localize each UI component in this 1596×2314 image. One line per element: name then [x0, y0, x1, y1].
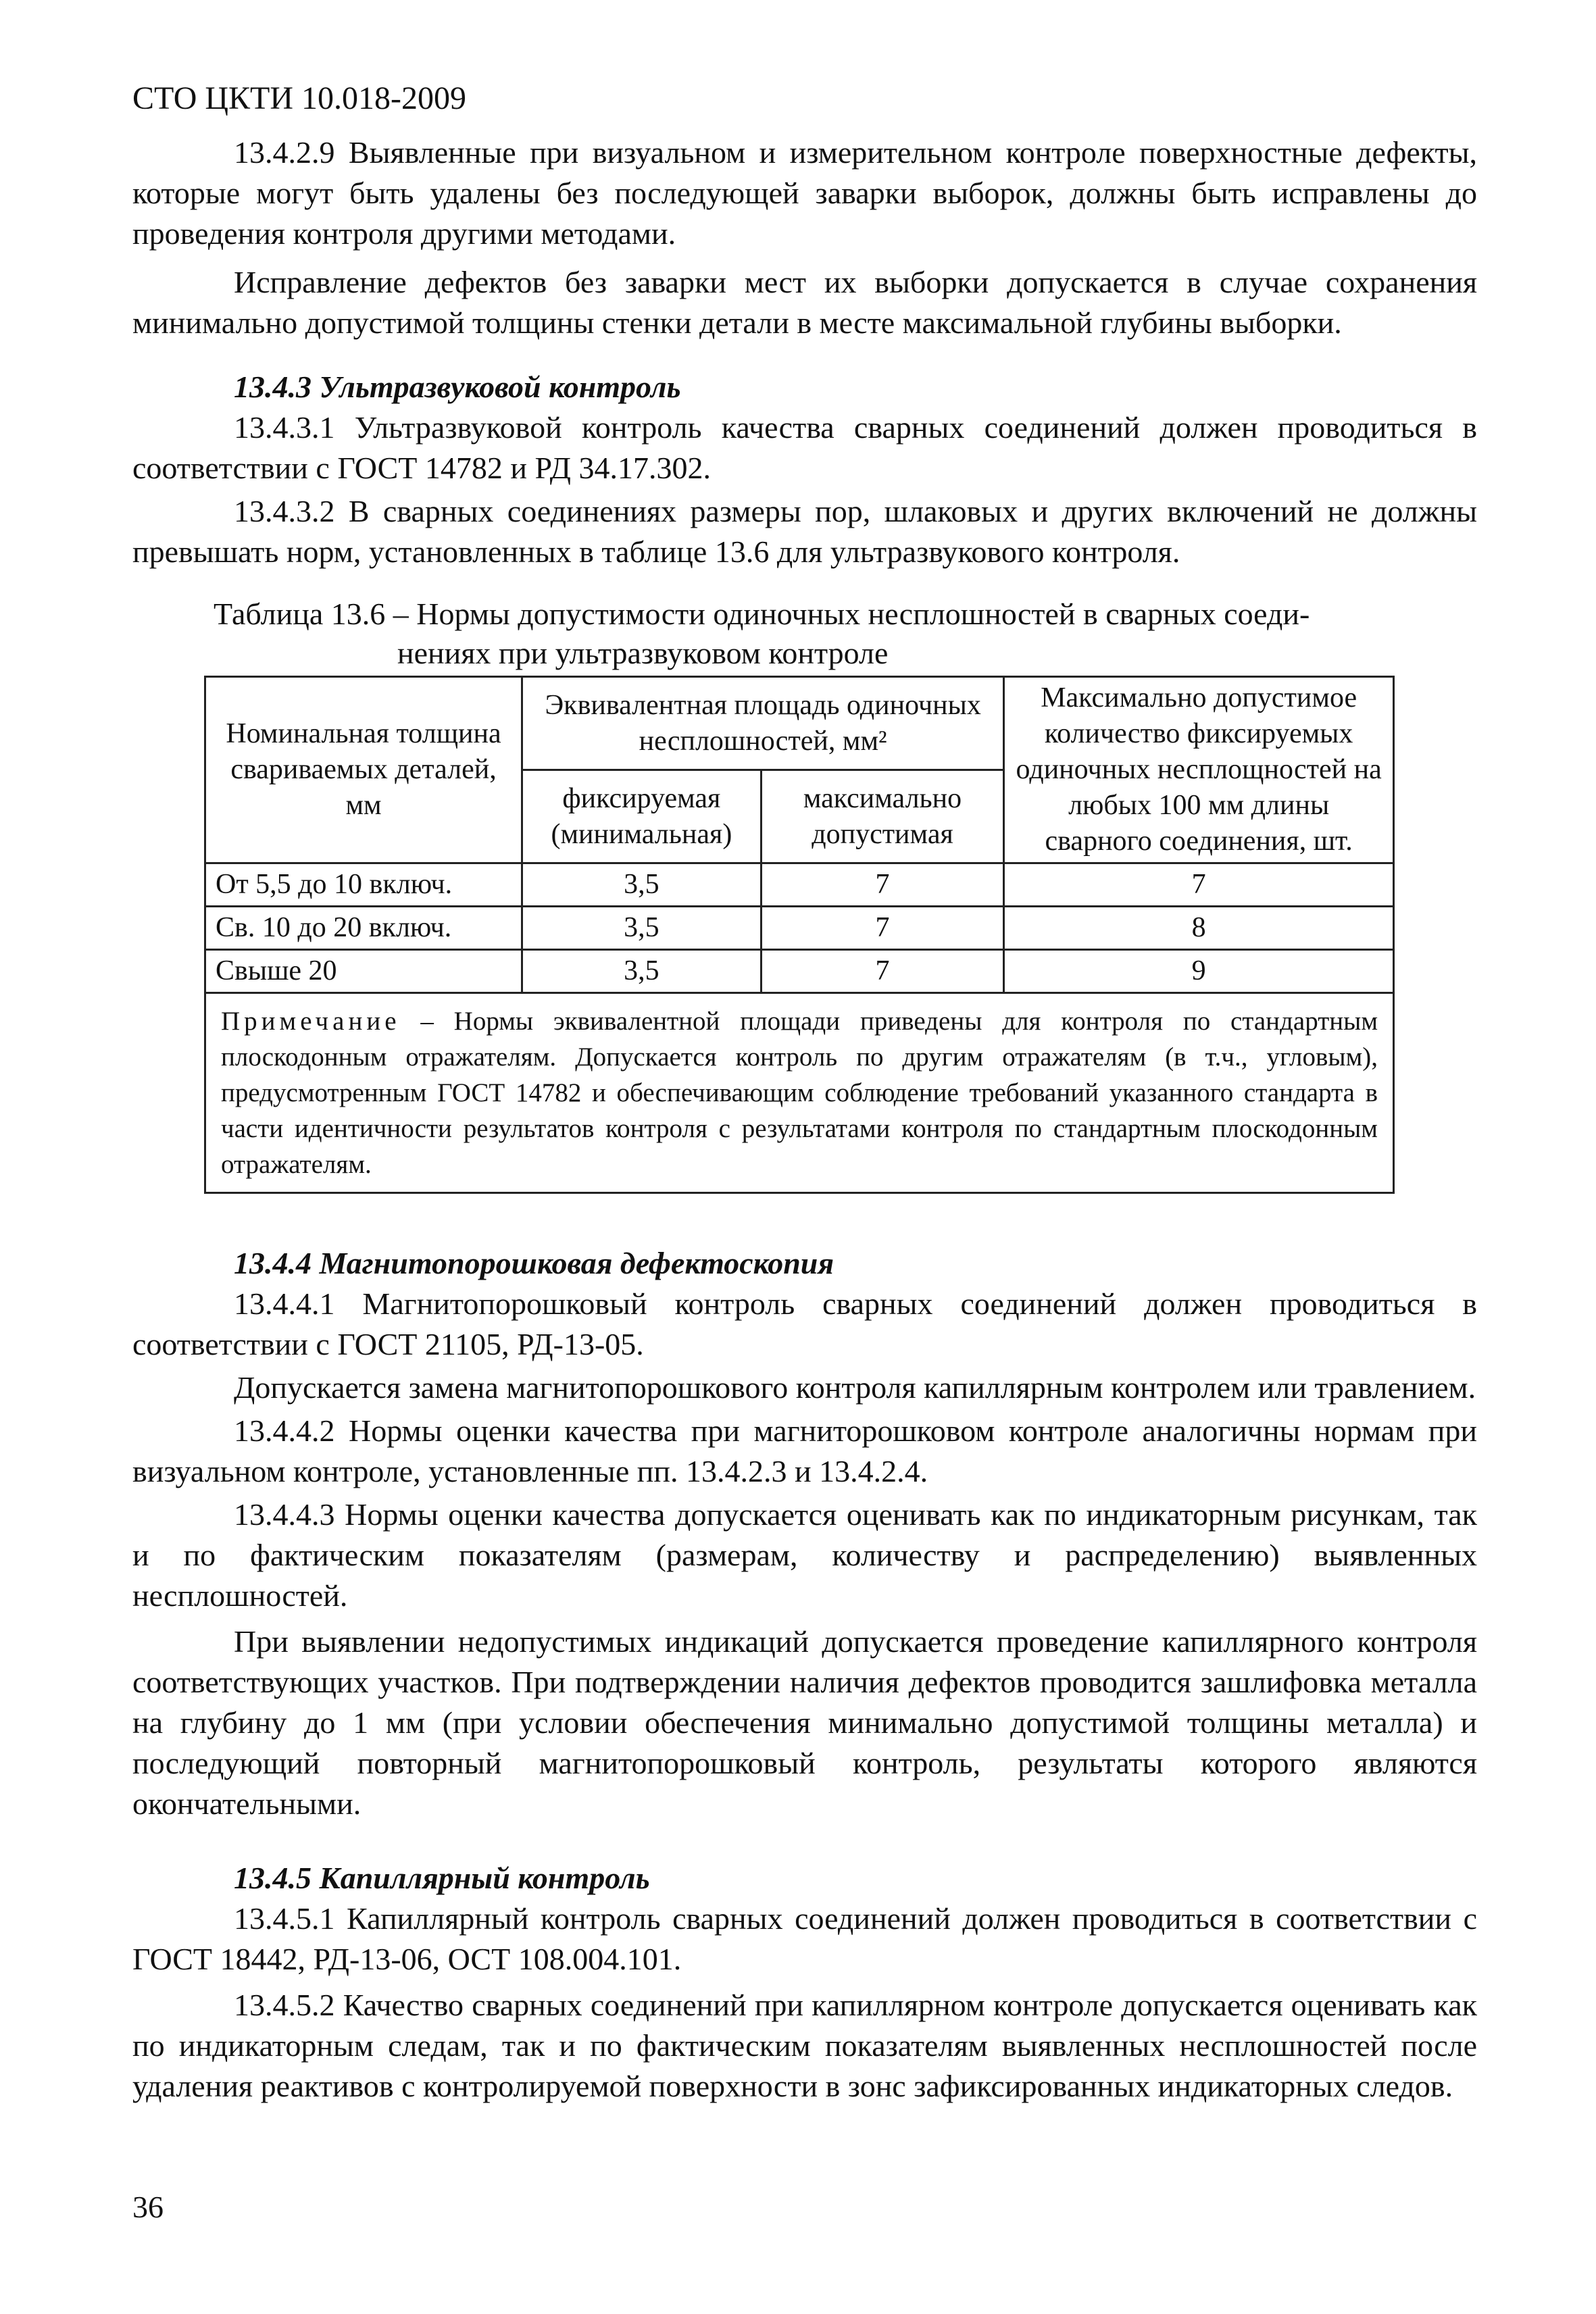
cell-max: 7: [761, 907, 1004, 950]
paragraph-13-4-4-3: 13.4.4.3 Нормы оценки качества допускается оценивать как по индикаторным рисункам, так и по фактическим показателям (размерам, количеству и распределению) выявленных несплошностей.: [132, 1497, 1477, 1613]
paragraph-13-4-3-1: 13.4.3.1 Ультразвуковой контроль качества сварных соединений должен проводиться в соответствии с ГОСТ 14782 и РД 34.17.302.: [132, 410, 1477, 485]
cell-thickness: Св. 10 до 20 включ.: [205, 907, 522, 950]
table-row: [205, 907, 1394, 950]
note-text: – Нормы эквивалентной площади приведены для контроля по стандартным плоскодонным отражателям. Допускается контроль по другим отражателям (в т.ч., угловым), предусмотренным ГОСТ 14782 и обеспечивающим соблюдение требований указанного стандарта в части идентичности результатов контроля с результатами контроля по стандартным плоскодонным отражателям.: [221, 1007, 1378, 1179]
heading-13-4-4: 13.4.4 Магнитопорошковая дефектоскопия: [234, 1246, 834, 1280]
paragraph-13-4-2-9-cont: Исправление дефектов без заварки мест их выборки допускается в случае сохранения минимально допустимой толщины стенки детали в месте максимальной глубины выборки.: [132, 265, 1477, 340]
cell-fixed: 3,5: [522, 950, 762, 993]
table-row: [205, 950, 1394, 993]
cell-count: 8: [1004, 907, 1394, 950]
section-13-4-5: [132, 1858, 1477, 2107]
cell-thickness: От 5,5 до 10 включ.: [205, 863, 522, 907]
heading-13-4-5: 13.4.5 Капиллярный контроль: [234, 1861, 650, 1895]
table-header-row: [205, 677, 1394, 770]
cell-count: 7: [1004, 863, 1394, 907]
table-caption-line2: нениях при ультразвуковом контроле: [397, 636, 889, 670]
norms-table: [204, 676, 1395, 1194]
paragraph-13-4-4-1: 13.4.4.1 Магнитопорошковый контроль сварных соединений должен проводиться в соответствии с ГОСТ 21105, РД-13-05.: [132, 1286, 1477, 1361]
col-thickness-header: Номинальная толщина свариваемых деталей, мм: [205, 677, 522, 863]
page-number: 36: [132, 2190, 164, 2224]
cell-max: 7: [761, 950, 1004, 993]
section-13-4-4: [132, 1243, 1477, 1824]
col-area-fixed-header: фиксируемая (минимальная): [522, 770, 762, 863]
table-caption: [132, 595, 1477, 673]
table-note-row: [205, 993, 1394, 1193]
paragraph-13-4-3-2: 13.4.3.2 В сварных соединениях размеры пор, шлаковых и других включений не должны превышать норм, установленных в таблице 13.6 для ультразвукового контроля.: [132, 494, 1477, 569]
col-count-header: Максимально допустимое количество фиксируемых одиночных несплощностей на любых 100 мм длины сварного соединения, шт.: [1004, 677, 1394, 863]
heading-13-4-3: 13.4.3 Ультразвуковой контроль: [234, 370, 681, 404]
paragraph-13-4-5-1: 13.4.5.1 Капиллярный контроль сварных соединений должен проводиться в соответствии с ГОСТ 18442, РД-13-06, ОСТ 108.004.101.: [132, 1901, 1477, 1976]
paragraph-13-4-2-9: 13.4.2.9 Выявленные при визуальном и измерительном контроле поверхностные дефекты, которые могут быть удалены без последующей заварки выборок, должны быть исправлены до проведения контроля другими методами.: [132, 135, 1477, 251]
table-row: [205, 863, 1394, 907]
cell-max: 7: [761, 863, 1004, 907]
paragraph-13-4-4-3-cont: При выявлении недопустимых индикаций допускается проведение капиллярного контроля соответствующих участков. При подтверждении наличия дефектов проводится зашлифовка металла на глубину до 1 мм (при условии обеспечения минимально допустимой толщины металла) и последующий повторный магнитопорошковый контроль, результаты которого являются окончательными.: [132, 1624, 1477, 1821]
paragraph-13-4-5-2: 13.4.5.2 Качество сварных соединений при капиллярном контроле допускается оценивать как по индикаторным следам, так и по фактическим показателям выявленных несплошностей после удаления реактивов с контролируемой поверхности в зонс зафиксированных индикаторных следов.: [132, 1988, 1477, 2103]
cell-fixed: 3,5: [522, 907, 762, 950]
table-caption-line1: Таблица 13.6 – Нормы допустимости одиночных несплошностей в сварных соеди-: [214, 597, 1310, 631]
col-area-max-header: максимально допустимая: [761, 770, 1004, 863]
col-area-header: Эквивалентная площадь одиночных несплошностей, мм²: [522, 677, 1004, 770]
paragraph-13-4-4-2: 13.4.4.2 Нормы оценки качества при магниторошковом контроле аналогичны нормам при визуальном контроле, установленные пп. 13.4.2.3 и 13.4.2.4.: [132, 1413, 1477, 1488]
paragraph-13-4-4-1-cont: Допускается замена магнитопорошкового контроля капиллярным контролем или травлением.: [234, 1370, 1476, 1405]
cell-count: 9: [1004, 950, 1394, 993]
section-13-4-3: [132, 367, 1477, 572]
document-header: СТО ЦКТИ 10.018-2009: [132, 80, 467, 116]
cell-fixed: 3,5: [522, 863, 762, 907]
cell-thickness: Свыше 20: [205, 950, 522, 993]
note-label: Примечание: [221, 1007, 401, 1036]
table-note: [205, 993, 1394, 1193]
section-13-4-2-end: [132, 132, 1477, 343]
